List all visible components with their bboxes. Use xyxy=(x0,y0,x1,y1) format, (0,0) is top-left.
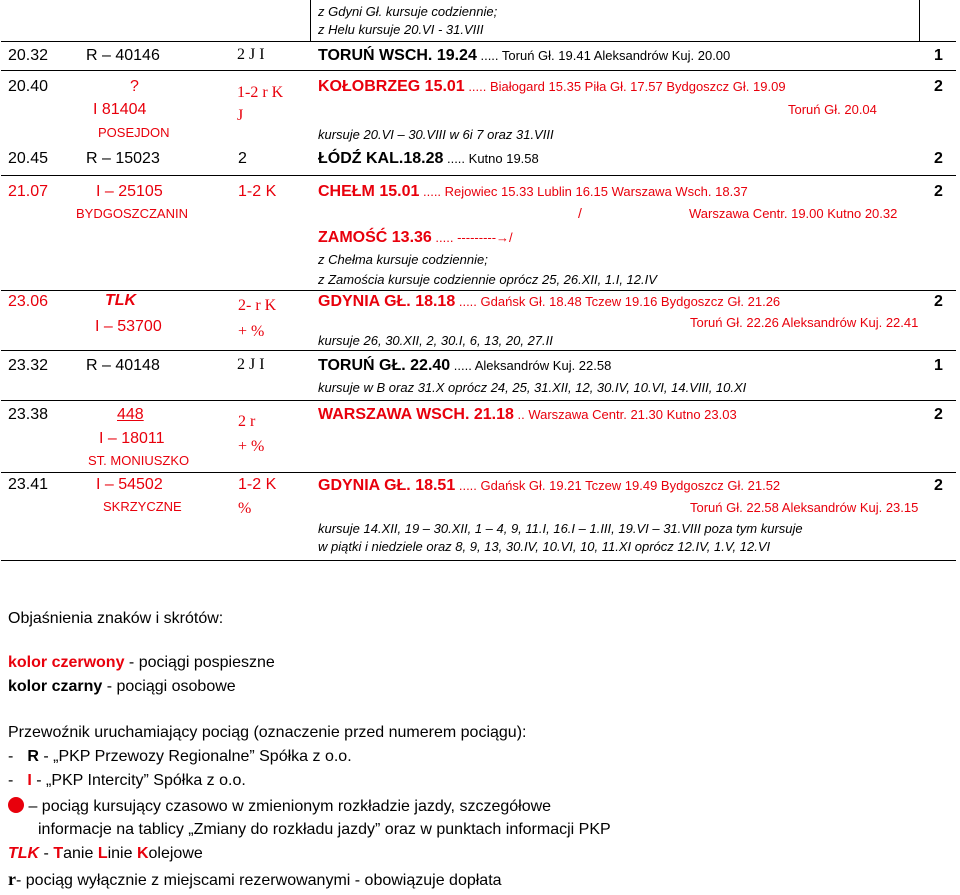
destination: TORUŃ WSCH. 19.24 xyxy=(318,47,477,64)
destination: TORUŃ GŁ. 22.40 xyxy=(318,357,451,374)
row-note: z Helu kursuje 20.VI - 31.VIII xyxy=(318,22,484,37)
legend-red-label: kolor czerwony xyxy=(8,654,125,671)
route xyxy=(318,406,737,424)
legend-black xyxy=(8,678,236,696)
row-divider xyxy=(1,290,956,291)
row-divider xyxy=(1,41,956,42)
legend-tlk-letter: T xyxy=(53,845,64,862)
route-branch xyxy=(318,229,513,247)
destination: ŁÓDŹ KAL.18.28 xyxy=(318,150,444,167)
via-stations-cont: Toruń Gł. 22.26 Aleksandrów Kuj. 22.41 xyxy=(690,315,919,330)
legend-tlk-letter: K xyxy=(136,845,149,862)
row-divider xyxy=(1,70,956,71)
legend-red-text: - pociągi pospieszne xyxy=(124,654,275,671)
legend-tlk xyxy=(8,845,203,863)
platform-number: 2 xyxy=(934,406,943,423)
legend-carrier-text: - „PKP Intercity” Spółka z o.o. xyxy=(31,772,246,789)
train-category: 1-2 K xyxy=(238,183,277,200)
platform-number: 2 xyxy=(934,477,943,494)
legend-tlk-word: anie xyxy=(63,845,98,862)
legend-carrier-heading: Przewoźnik uruchamiający pociąg (oznaczenie przed numerem pociągu): xyxy=(8,724,527,741)
platform-number: 2 xyxy=(934,183,943,200)
legend-carrier-i xyxy=(8,772,246,790)
train-number: R – 15023 xyxy=(86,150,160,167)
train-category: 2 J I xyxy=(237,46,265,63)
reservation-symbol: r xyxy=(8,869,16,889)
legend-tlk-word: inie xyxy=(107,845,137,862)
departure-time: 20.32 xyxy=(8,47,49,64)
legend-code-r: R xyxy=(27,748,39,765)
legend-tlk-dash: - xyxy=(39,845,54,862)
route xyxy=(318,47,730,65)
via-stations-cont: Toruń Gł. 20.04 xyxy=(788,102,877,117)
column-divider xyxy=(310,0,311,42)
train-name: SKRZYCZNE xyxy=(103,499,182,514)
legend-black-label: kolor czarny xyxy=(8,678,103,695)
destination-2: ZAMOŚĆ 13.36 xyxy=(318,229,432,246)
legend-carrier-r xyxy=(8,748,352,766)
via-stations: ..... Toruń Gł. 19.41 Aleksandrów Kuj. 20.00 xyxy=(476,48,731,63)
train-category-symbols: + % xyxy=(238,438,265,455)
column-divider xyxy=(919,0,920,42)
train-number: R – 40148 xyxy=(86,357,160,374)
train-category: 2 r xyxy=(238,413,256,430)
legend-dash: - xyxy=(8,748,14,765)
departure-time: 23.06 xyxy=(8,293,49,310)
legend-dot-text: – pociąg kursujący czasowo w zmienionym rozkładzie jazdy, szczegółowe xyxy=(24,798,552,815)
train-number: R – 40146 xyxy=(86,47,160,64)
row-note: kursuje 20.VI – 30.VIII w 6i 7 oraz 31.VIII xyxy=(318,127,554,142)
train-category: 2- r K xyxy=(238,297,277,314)
row-divider xyxy=(1,400,956,401)
train-category-symbols: % xyxy=(238,500,252,517)
train-tlk-label: TLK xyxy=(105,292,137,309)
route xyxy=(318,150,539,168)
row-divider xyxy=(1,472,956,473)
via-stations-cont: Warszawa Centr. 19.00 Kutno 20.32 xyxy=(689,206,898,221)
row-note: kursuje 26, 30.XII, 2, 30.I, 6, 13, 20, 27.II xyxy=(318,333,553,348)
legend-dot xyxy=(8,797,551,816)
train-number: I – 25105 xyxy=(96,183,163,200)
via-stations: ..... Kutno 19.58 xyxy=(443,151,539,166)
platform-number: 2 xyxy=(934,150,943,167)
legend-tlk-code: TLK xyxy=(8,845,40,862)
row-note: kursuje 14.XII, 19 – 30.XII, 1 – 4, 9, 11.I, 16.I – 1.III, 19.VI – 31.VIII poza tym kursuje xyxy=(318,521,803,536)
train-category-symbol: J xyxy=(237,107,244,124)
via-stations: ..... Gdańsk Gł. 19.21 Tczew 19.49 Bydgoszcz Gł. 21.52 xyxy=(455,478,781,493)
red-dot-icon xyxy=(8,797,24,813)
via-stations: ..... Białogard 15.35 Piła Gł. 17.57 Bydgoszcz Gł. 19.09 xyxy=(464,79,786,94)
destination: CHEŁM 15.01 xyxy=(318,183,420,200)
via-stations: ..... Rejowiec 15.33 Lublin 16.15 Warszawa Wsch. 18.37 xyxy=(419,184,748,199)
route xyxy=(318,183,748,201)
branch-arrow: ..... ---------→/ xyxy=(431,230,513,245)
legend-carrier-text: - „PKP Przewozy Regionalne” Spółka z o.o. xyxy=(38,748,352,765)
route xyxy=(318,293,780,311)
row-note: z Chełma kursuje codziennie; xyxy=(318,252,488,267)
train-name: BYDGOSZCZANIN xyxy=(76,206,188,221)
train-number: I – 18011 xyxy=(99,430,165,447)
legend-black-text: - pociągi osobowe xyxy=(102,678,236,695)
legend-tlk-letter: L xyxy=(97,845,108,862)
train-name: POSEJDON xyxy=(98,125,170,140)
row-note: z Zamościa kursuje codziennie oprócz 25, 26.XII, 1.I, 12.IV xyxy=(318,272,657,287)
legend-dot-text-cont: informacje na tablicy „Zmiany do rozkładu jazdy” oraz w punktach informacji PKP xyxy=(38,821,611,838)
departure-time: 23.41 xyxy=(8,476,49,493)
via-stations-cont: Toruń Gł. 22.58 Aleksandrów Kuj. 23.15 xyxy=(690,500,919,515)
departure-time: 20.45 xyxy=(8,150,49,167)
row-divider xyxy=(1,175,956,176)
train-number: I – 54502 xyxy=(96,476,163,493)
train-category: 2 xyxy=(238,150,247,167)
via-stations: .. Warszawa Centr. 21.30 Kutno 23.03 xyxy=(513,407,737,422)
train-number-alt: 448 xyxy=(117,406,144,423)
row-divider xyxy=(1,350,956,351)
train-name: ST. MONIUSZKO xyxy=(88,453,190,468)
train-number: I – 53700 xyxy=(95,318,162,335)
route xyxy=(318,357,611,375)
via-stations: ..... Gdańsk Gł. 18.48 Tczew 19.16 Bydgoszcz Gł. 21.26 xyxy=(455,294,781,309)
train-number: I 81404 xyxy=(93,101,147,118)
row-note: kursuje w B oraz 31.X oprócz 24, 25, 31.XII, 12, 30.IV, 10.VI, 14.VIII, 10.XI xyxy=(318,380,747,395)
destination: GDYNIA GŁ. 18.18 xyxy=(318,293,456,310)
platform-number: 1 xyxy=(934,357,943,374)
train-category: 2 J I xyxy=(237,356,265,373)
departure-time: 21.07 xyxy=(8,183,49,200)
platform-number: 2 xyxy=(934,293,943,310)
train-number-unknown: ? xyxy=(130,78,139,95)
destination: KOŁOBRZEG 15.01 xyxy=(318,78,465,95)
route-branch-slash: / xyxy=(578,205,582,221)
train-category: 1-2 r K xyxy=(237,84,284,101)
legend-heading: Objaśnienia znaków i skrótów: xyxy=(8,610,224,627)
row-note: w piątki i niedziele oraz 8, 9, 13, 30.IV, 10.VI, 10, 11.XI oprócz 12.IV, 1.V, 12.VI xyxy=(318,539,771,554)
platform-number: 2 xyxy=(934,78,943,95)
row-note: z Gdyni Gł. kursuje codziennie; xyxy=(318,4,498,19)
via-stations: ..... Aleksandrów Kuj. 22.58 xyxy=(450,358,612,373)
destination: WARSZAWA WSCH. 21.18 xyxy=(318,406,514,423)
route xyxy=(318,477,780,495)
legend-code-i: I xyxy=(27,772,32,789)
destination: GDYNIA GŁ. 18.51 xyxy=(318,477,456,494)
platform-number: 1 xyxy=(934,47,943,64)
legend-reservation-text: - pociąg wyłącznie z miejscami rezerwowanymi - obowiązuje dopłata xyxy=(16,872,502,889)
route xyxy=(318,78,786,96)
departure-time: 23.38 xyxy=(8,406,49,423)
departure-time: 20.40 xyxy=(8,78,49,95)
table-bottom xyxy=(1,560,956,561)
legend-tlk-word: olejowe xyxy=(148,845,203,862)
departure-time: 23.32 xyxy=(8,357,49,374)
legend-reservation xyxy=(8,869,502,890)
train-category: 1-2 K xyxy=(238,476,277,493)
legend-red xyxy=(8,654,275,672)
train-category-symbols: + % xyxy=(238,323,265,340)
legend-dash: - xyxy=(8,772,14,789)
